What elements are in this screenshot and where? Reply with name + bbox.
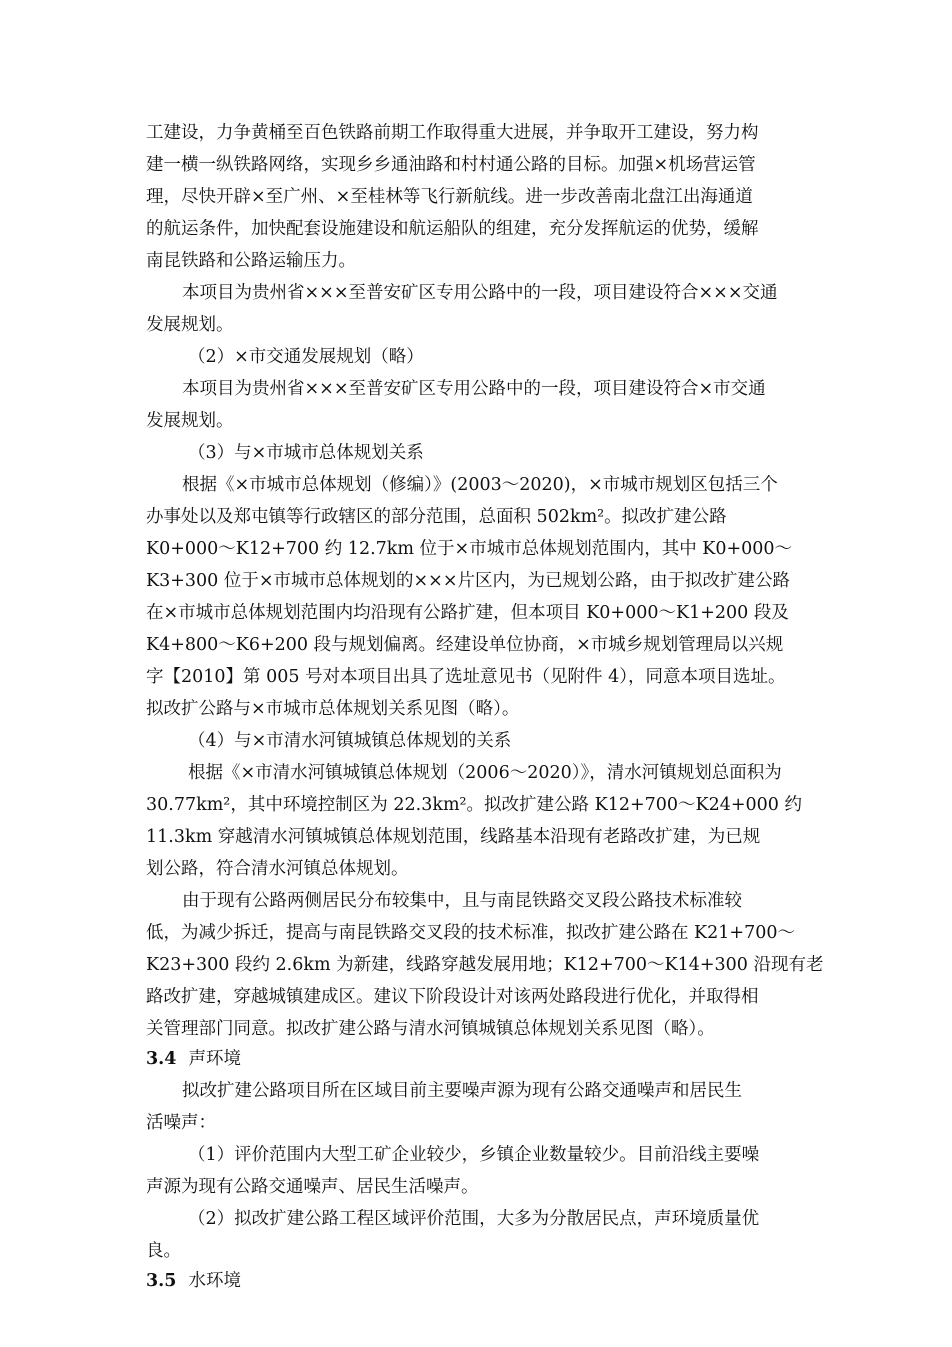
paragraph-line: K4+800～K6+200 段与规划偏离。经建设单位协商，×市城乡规划管理局以兴规 (146, 635, 784, 655)
paragraph-line: 根据《×市清水河镇城镇总体规划（2006～2020）》，清水河镇规划总面积为 (188, 763, 782, 783)
section-number: 3.5 (146, 1271, 177, 1291)
paragraph-line: 发展规划。 (146, 411, 234, 431)
paragraph-line: （2）拟改扩建公路工程区域评价范围，大多为分散居民点，声环境质量优 (188, 1209, 760, 1229)
paragraph-line: 拟改扩建公路项目所在区域目前主要噪声源为现有公路交通噪声和居民生 (182, 1081, 742, 1101)
paragraph-line: 拟改扩公路与×市城市总体规划关系见图（略）。 (146, 699, 520, 719)
section-heading-3-5 (146, 1266, 241, 1296)
paragraph-line: 声源为现有公路交通噪声、居民生活噪声。 (146, 1177, 479, 1197)
paragraph-line: 活噪声： (146, 1113, 216, 1133)
subheading: （2）×市交通发展规划（略） (188, 347, 424, 367)
paragraph-line: 理，尽快开辟×至广州、×至桂林等飞行新航线。进一步改善南北盘江出海通道 (146, 187, 753, 207)
subheading: （4）与×市清水河镇城镇总体规划的关系 (188, 731, 512, 751)
paragraph-line: 在×市城市总体规划范围内均沿现有公路扩建，但本项目 K0+000～K1+200 段及 (146, 603, 789, 623)
paragraph-line: （1）评价范围内大型工矿企业较少，乡镇企业数量较少。目前沿线主要噪 (188, 1145, 760, 1165)
paragraph-line: 发展规划。 (146, 315, 234, 335)
paragraph-line: 路改扩建，穿越城镇建成区。建议下阶段设计对该两处路段进行优化，并取得相 (146, 987, 759, 1007)
section-title: 水环境 (188, 1271, 242, 1291)
paragraph-line: 本项目为贵州省×××至普安矿区专用公路中的一段，项目建设符合×市交通 (182, 379, 766, 399)
paragraph-line: 南昆铁路和公路运输压力。 (146, 251, 356, 271)
paragraph-line: K3+300 位于×市城市总体规划的×××片区内，为已规划公路，由于拟改扩建公路 (146, 571, 790, 591)
paragraph-line: 字【2010】第 005 号对本项目出具了选址意见书（见附件 4），同意本项目选址。 (146, 667, 786, 687)
section-heading-3-4 (146, 1044, 241, 1074)
paragraph-line: K0+000～K12+700 约 12.7km 位于×市城市总体规划范围内，其中 K0+000～ (146, 539, 793, 559)
paragraph-line: 根据《×市城市总体规划（修编）》(2003～2020)，×市城市规划区包括三个 (182, 475, 778, 495)
paragraph-line: K23+300 段约 2.6km 为新建，线路穿越发展用地；K12+700～K14+300 沿现有老 (146, 955, 824, 975)
paragraph-line: 由于现有公路两侧居民分布较集中，且与南昆铁路交叉段公路技术标准较 (182, 891, 742, 911)
paragraph-line: 的航运条件，加快配套设施建设和航运船队的组建，充分发挥航运的优势，缓解 (146, 219, 759, 239)
paragraph-line: 30.77km²，其中环境控制区为 22.3km²。拟改扩建公路 K12+700～K24+000 约 (146, 795, 802, 815)
paragraph-line: 工建设，力争黄桶至百色铁路前期工作取得重大进展，并争取开工建设，努力构 (146, 123, 759, 143)
paragraph-line: 11.3km 穿越清水河镇城镇总体规划范围，线路基本沿现有老路改扩建，为已规 (146, 827, 761, 847)
section-number: 3.4 (146, 1049, 177, 1069)
section-title: 声环境 (188, 1049, 242, 1069)
paragraph-line: 划公路，符合清水河镇总体规划。 (146, 859, 409, 879)
paragraph-line: 关管理部门同意。拟改扩建公路与清水河镇城镇总体规划关系见图（略）。 (146, 1019, 715, 1039)
paragraph-line: 办事处以及郑屯镇等行政辖区的部分范围，总面积 502km²。拟改扩建公路 (146, 507, 727, 527)
paragraph-line: 良。 (146, 1241, 181, 1261)
paragraph-line: 低，为减少拆迁，提高与南昆铁路交叉段的技术标准，拟改扩建公路在 K21+700～ (146, 923, 795, 943)
paragraph-line: 本项目为贵州省×××至普安矿区专用公路中的一段，项目建设符合×××交通 (182, 283, 778, 303)
subheading: （3）与×市城市总体规划关系 (188, 443, 424, 463)
paragraph-line: 建一横一纵铁路网络，实现乡乡通油路和村村通公路的目标。加强×机场营运管 (146, 155, 756, 175)
